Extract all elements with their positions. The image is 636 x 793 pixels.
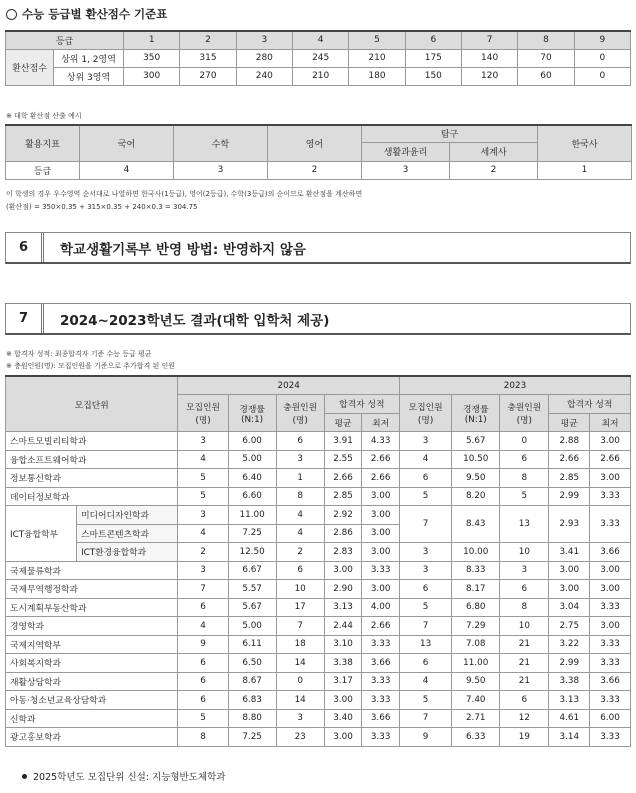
cell: 3	[399, 543, 451, 562]
cell: 3.00	[549, 580, 590, 599]
score-cell: 180	[349, 67, 405, 85]
cell: 6	[276, 432, 324, 451]
cell: 7.29	[452, 617, 500, 636]
cell: 6.50	[228, 654, 276, 673]
section-title: 학교생활기록부 반영 방법: 반영하지 않음	[60, 241, 306, 258]
score-cell: 60	[518, 67, 574, 85]
cell: 6.67	[228, 561, 276, 580]
cell: 11.00	[452, 654, 500, 673]
cell: 21	[500, 654, 549, 673]
cell: 3.14	[549, 728, 590, 747]
cell: 2.75	[549, 617, 590, 636]
grade-col: 3	[236, 31, 292, 49]
unit-name: 재활상담학과	[6, 672, 178, 691]
cell: 2.85	[549, 469, 590, 488]
cell: 3.66	[590, 543, 631, 562]
cell: 3.22	[549, 635, 590, 654]
cell: 9	[178, 635, 228, 654]
cell: 4	[399, 450, 451, 469]
cell: 6	[178, 654, 228, 673]
results-note-score: ※ 합격자 성적: 최종합격자 기준 수능 등급 평균	[6, 350, 152, 358]
cell: 2.85	[324, 487, 362, 506]
year-2023-header: 2023	[399, 376, 630, 395]
unit-name: 미디어디자인학과	[77, 506, 178, 525]
grade-conversion-table	[5, 30, 631, 86]
grade-col: 8	[518, 31, 574, 49]
cell: 3.10	[324, 635, 362, 654]
english-header: 영어	[268, 125, 362, 161]
cell: 3.40	[324, 709, 362, 728]
recruit-header: 모집인원 (명)	[399, 395, 451, 432]
cell: 5	[178, 469, 228, 488]
unit-header: 모집단위	[6, 376, 178, 432]
grade-col: 9	[574, 31, 630, 49]
cell: 2.90	[324, 580, 362, 599]
cell: 3.33	[362, 728, 400, 747]
cell: 3	[399, 561, 451, 580]
cell: 3.33	[362, 561, 400, 580]
cell: 8	[178, 728, 228, 747]
cell: 8.20	[452, 487, 500, 506]
example-cell: 3	[362, 161, 450, 179]
table-row	[6, 728, 631, 747]
cell: 2.71	[452, 709, 500, 728]
score-row-label: 상위 1, 2영역	[54, 49, 124, 67]
cell: 5	[500, 487, 549, 506]
cell: 2	[276, 543, 324, 562]
cell: 6	[399, 580, 451, 599]
table-row	[6, 580, 631, 599]
cell: 3.33	[362, 672, 400, 691]
cell: 7	[399, 506, 451, 543]
cell: 3.33	[362, 691, 400, 710]
unit-name: 경영학과	[6, 617, 178, 636]
cell: 9.50	[452, 469, 500, 488]
table-row	[6, 561, 631, 580]
cell: 3.66	[590, 672, 631, 691]
cell: 8.80	[228, 709, 276, 728]
score-cell: 0	[574, 49, 630, 67]
cell: 3.33	[590, 691, 631, 710]
cell: 17	[276, 598, 324, 617]
cell: 4	[276, 524, 324, 543]
cell: 2.88	[549, 432, 590, 451]
cell: 13	[399, 635, 451, 654]
example-explanation: 이 학생의 경우 우수영역 순서대로 나열하면 한국사(1등급), 영어(2등급), 수학(3등급)의 순이므로 환산점을 계산하면	[6, 190, 363, 198]
cell: 3.91	[324, 432, 362, 451]
unit-name: 정보통신학과	[6, 469, 178, 488]
cell: 3.00	[590, 432, 631, 451]
cell: 6	[178, 672, 228, 691]
cell: 5	[178, 709, 228, 728]
grade-table-title: 수능 등급별 환산점수 기준표	[22, 7, 168, 21]
cell: 9.50	[452, 672, 500, 691]
cell: 2.66	[324, 469, 362, 488]
table-row	[6, 450, 631, 469]
table-row	[6, 635, 631, 654]
example-formula: (환산점) = 350×0.35 + 315×0.35 + 240×0.3 = 304.75	[6, 203, 198, 211]
ethics-header: 생활과윤리	[362, 142, 450, 161]
cell: 3.00	[324, 691, 362, 710]
grade-col: 2	[180, 31, 236, 49]
math-header: 수학	[174, 125, 268, 161]
cell: 2	[178, 543, 228, 562]
table-row	[6, 469, 631, 488]
unit-name: 사회복지학과	[6, 654, 178, 673]
cell: 2.92	[324, 506, 362, 525]
cell: 2.66	[590, 450, 631, 469]
cell: 18	[276, 635, 324, 654]
cell: 4	[178, 524, 228, 543]
cell: 10.50	[452, 450, 500, 469]
table-row	[6, 709, 631, 728]
cell: 3.33	[590, 506, 631, 543]
cell: 13	[500, 506, 549, 543]
table-row	[6, 617, 631, 636]
cell: 0	[276, 672, 324, 691]
table-row	[6, 543, 631, 562]
example-table	[5, 124, 632, 180]
cell: 7	[399, 709, 451, 728]
cell: 3.33	[590, 654, 631, 673]
cell: 3.00	[324, 561, 362, 580]
score-cell: 280	[236, 49, 292, 67]
cell: 6.83	[228, 691, 276, 710]
score-cell: 245	[293, 49, 349, 67]
section-7-header	[5, 303, 631, 335]
score-row-label: 상위 3영역	[54, 67, 124, 85]
cell: 3.00	[590, 617, 631, 636]
table-row	[6, 672, 631, 691]
footer-text: 2025학년도 모집단위 신설: 지능형반도체학과	[33, 772, 226, 783]
cell: 3.00	[590, 561, 631, 580]
grade-col: 5	[349, 31, 405, 49]
cell: 8	[500, 469, 549, 488]
cell: 3.04	[549, 598, 590, 617]
table-row	[6, 506, 631, 525]
cell: 3.66	[362, 709, 400, 728]
cell: 6	[399, 469, 451, 488]
footer-note	[22, 769, 225, 783]
score-cell: 350	[124, 49, 180, 67]
unit-name: 스마트모빌리티학과	[6, 432, 178, 451]
table-row	[6, 487, 631, 506]
recruit-header: 모집인원 (명)	[178, 395, 228, 432]
cell: 7.25	[228, 728, 276, 747]
cell: 14	[276, 654, 324, 673]
example-cell: 4	[80, 161, 174, 179]
score-cell: 210	[349, 49, 405, 67]
cell: 12.50	[228, 543, 276, 562]
circle-bullet-icon	[6, 9, 17, 20]
results-table	[5, 375, 631, 747]
cell: 10	[276, 580, 324, 599]
korean-history-header: 한국사	[538, 125, 632, 161]
cell: 12	[500, 709, 549, 728]
grade-col: 1	[124, 31, 180, 49]
cell: 4.00	[362, 598, 400, 617]
cell: 21	[500, 672, 549, 691]
example-cell: 1	[538, 161, 632, 179]
min-header: 최저	[362, 413, 400, 432]
cell: 2.99	[549, 654, 590, 673]
cell: 5	[399, 598, 451, 617]
section-6-header	[5, 232, 631, 264]
cell: 3.41	[549, 543, 590, 562]
cell: 3.00	[362, 487, 400, 506]
year-2024-header: 2024	[178, 376, 400, 395]
cell: 3.66	[362, 654, 400, 673]
cell: 4	[178, 450, 228, 469]
cell: 21	[500, 635, 549, 654]
cell: 3	[276, 709, 324, 728]
cell: 8.33	[452, 561, 500, 580]
cell: 3.38	[324, 654, 362, 673]
cell: 6	[500, 691, 549, 710]
cell: 3.00	[324, 728, 362, 747]
cell: 7	[276, 617, 324, 636]
grade-header-label: 등급	[6, 31, 124, 49]
cell: 5.67	[228, 598, 276, 617]
example-cell: 2	[268, 161, 362, 179]
cell: 3.13	[549, 691, 590, 710]
cell: 4	[178, 617, 228, 636]
score-cell: 175	[405, 49, 461, 67]
grade-col: 4	[293, 31, 349, 49]
world-history-header: 세계사	[450, 142, 538, 161]
cell: 4.33	[362, 432, 400, 451]
cell: 7	[399, 617, 451, 636]
score-cell: 140	[461, 49, 517, 67]
cell: 3	[178, 506, 228, 525]
cell: 3.00	[362, 524, 400, 543]
cell: 3.13	[324, 598, 362, 617]
cell: 6	[399, 654, 451, 673]
korean-header: 국어	[80, 125, 174, 161]
cell: 2.66	[362, 617, 400, 636]
example-cell: 3	[174, 161, 268, 179]
cell: 6	[178, 691, 228, 710]
cell: 3.00	[590, 580, 631, 599]
cell: 2.44	[324, 617, 362, 636]
cell: 3.17	[324, 672, 362, 691]
unit-name: 국제무역행정학과	[6, 580, 178, 599]
cell: 7.40	[452, 691, 500, 710]
cell: 10.00	[452, 543, 500, 562]
grade-col: 7	[461, 31, 517, 49]
avg-header: 평균	[324, 413, 362, 432]
grade-col: 6	[405, 31, 461, 49]
cell: 5	[178, 487, 228, 506]
unit-name: 아동·청소년교육상담학과	[6, 691, 178, 710]
section-number: 7	[6, 304, 44, 333]
cell: 2.86	[324, 524, 362, 543]
cell: 6.60	[228, 487, 276, 506]
cell: 4	[399, 672, 451, 691]
cell: 2.66	[549, 450, 590, 469]
cell: 6.00	[590, 709, 631, 728]
cell: 10	[500, 617, 549, 636]
cell: 6.33	[452, 728, 500, 747]
cell: 5.67	[452, 432, 500, 451]
score-header: 합격자 성적	[324, 395, 399, 414]
cell: 6.80	[452, 598, 500, 617]
unit-name: 국제지역학부	[6, 635, 178, 654]
score-header: 합격자 성적	[549, 395, 631, 414]
score-cell: 315	[180, 49, 236, 67]
cell: 9	[399, 728, 451, 747]
cell: 3	[276, 450, 324, 469]
cell: 3	[178, 561, 228, 580]
min-header: 최저	[590, 413, 631, 432]
ict-rows	[6, 506, 631, 562]
cell: 7	[178, 580, 228, 599]
cell: 3.00	[362, 543, 400, 562]
cell: 4.61	[549, 709, 590, 728]
cell: 3	[500, 561, 549, 580]
cell: 3.33	[590, 635, 631, 654]
unit-name: 광고홍보학과	[6, 728, 178, 747]
cell: 6.11	[228, 635, 276, 654]
cell: 3.00	[590, 469, 631, 488]
grade-table-heading	[6, 6, 167, 22]
cell: 8.67	[228, 672, 276, 691]
table-row	[6, 598, 631, 617]
avg-header: 평균	[549, 413, 590, 432]
cell: 6.00	[228, 432, 276, 451]
table-row	[6, 654, 631, 673]
unit-name: 국제물류학과	[6, 561, 178, 580]
unit-name: ICT환경융합학과	[77, 543, 178, 562]
score-cell: 0	[574, 67, 630, 85]
cell: 5.57	[228, 580, 276, 599]
results-rows-a	[6, 432, 631, 506]
score-cell: 120	[461, 67, 517, 85]
cell: 3.00	[362, 580, 400, 599]
cell: 0	[500, 432, 549, 451]
example-row-label: 등급	[6, 161, 80, 179]
cell: 19	[500, 728, 549, 747]
cell: 23	[276, 728, 324, 747]
example-note: ※ 대학 환산점 산출 예시	[6, 112, 82, 120]
results-rows-b	[6, 561, 631, 746]
cell: 6	[178, 598, 228, 617]
ratio-header: 경쟁률 (N:1)	[452, 395, 500, 432]
cell: 7.25	[228, 524, 276, 543]
added-header: 충원인원 (명)	[276, 395, 324, 432]
unit-name: 융합소프트웨어학과	[6, 450, 178, 469]
cell: 8.17	[452, 580, 500, 599]
unit-name: 신학과	[6, 709, 178, 728]
cell: 5.00	[228, 617, 276, 636]
score-cell: 240	[236, 67, 292, 85]
cell: 8.43	[452, 506, 500, 543]
cell: 3	[178, 432, 228, 451]
cell: 5	[399, 691, 451, 710]
cell: 5.00	[228, 450, 276, 469]
cell: 14	[276, 691, 324, 710]
cell: 8	[500, 598, 549, 617]
ratio-header: 경쟁률 (N:1)	[228, 395, 276, 432]
cell: 4	[276, 506, 324, 525]
results-note-added: ※ 충원인원(명): 모집인원을 기준으로 추가합격 된 인원	[6, 362, 176, 370]
cell: 6.40	[228, 469, 276, 488]
cell: 2.83	[324, 543, 362, 562]
cell: 2.66	[362, 450, 400, 469]
cell: 2.93	[549, 506, 590, 543]
cell: 3	[399, 432, 451, 451]
cell: 2.55	[324, 450, 362, 469]
cell: 5	[399, 487, 451, 506]
cell: 6	[500, 580, 549, 599]
cell: 2.66	[362, 469, 400, 488]
cell: 6	[500, 450, 549, 469]
score-cell: 70	[518, 49, 574, 67]
cell: 3.00	[549, 561, 590, 580]
added-header: 충원인원 (명)	[500, 395, 549, 432]
cell: 3.33	[362, 635, 400, 654]
cell: 6	[276, 561, 324, 580]
score-cell: 270	[180, 67, 236, 85]
score-group-label: 환산점수	[6, 49, 54, 85]
cell: 8	[276, 487, 324, 506]
cell: 10	[500, 543, 549, 562]
inquiry-header: 탐구	[362, 125, 538, 142]
cell: 11.00	[228, 506, 276, 525]
section-title: 2024~2023학년도 결과(대학 입학처 제공)	[60, 312, 330, 329]
unit-name: 스마트콘텐츠학과	[77, 524, 178, 543]
cell: 3.33	[590, 728, 631, 747]
table-row	[6, 432, 631, 451]
score-cell: 300	[124, 67, 180, 85]
cell: 3.33	[590, 598, 631, 617]
unit-name: 도시계획부동산학과	[6, 598, 178, 617]
cell: 2.99	[549, 487, 590, 506]
score-cell: 150	[405, 67, 461, 85]
ict-group-label: ICT융합학부	[6, 506, 77, 562]
table-row	[6, 691, 631, 710]
section-number: 6	[6, 233, 44, 262]
cell: 1	[276, 469, 324, 488]
score-cell: 210	[293, 67, 349, 85]
example-cell: 2	[450, 161, 538, 179]
indicator-header: 활용지표	[6, 125, 80, 161]
cell: 7.08	[452, 635, 500, 654]
cell: 3.00	[362, 506, 400, 525]
unit-name: 데이터정보학과	[6, 487, 178, 506]
cell: 3.33	[590, 487, 631, 506]
bullet-icon	[22, 774, 27, 779]
cell: 3.38	[549, 672, 590, 691]
